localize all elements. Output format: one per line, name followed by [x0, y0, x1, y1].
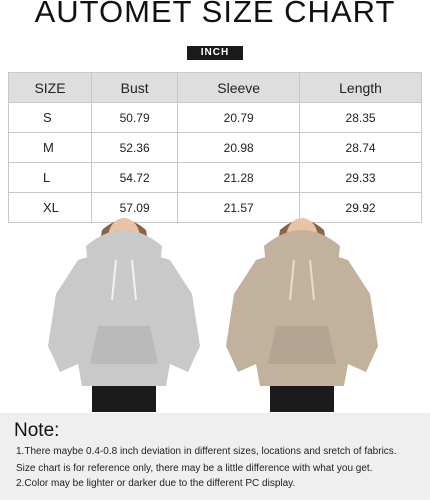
model-tan-hoodie-image	[226, 214, 378, 412]
note-title: Note:	[14, 420, 60, 441]
kangaroo-pocket	[268, 326, 336, 364]
table-header-row	[9, 73, 422, 103]
cell-bust: 54.72	[92, 163, 178, 193]
header-bust: Bust	[92, 73, 178, 103]
note-panel	[0, 413, 430, 500]
table-row	[9, 103, 422, 133]
header-size: SIZE	[9, 73, 92, 103]
leggings	[270, 386, 334, 412]
cell-size: S	[9, 103, 92, 133]
cell-length: 29.33	[300, 163, 422, 193]
leggings	[92, 386, 156, 412]
size-table	[8, 72, 422, 223]
cell-bust: 57.09	[92, 193, 178, 223]
cell-length: 28.74	[300, 133, 422, 163]
header-length: Length	[300, 73, 422, 103]
note-line-1: 1.There maybe 0.4-0.8 inch deviation in different sizes, locations and sretch of fabrics.	[16, 446, 397, 457]
cell-length: 29.92	[300, 193, 422, 223]
cell-bust: 50.79	[92, 103, 178, 133]
table-row	[9, 163, 422, 193]
cell-size: L	[9, 163, 92, 193]
cell-sleeve: 21.28	[178, 163, 300, 193]
cell-sleeve: 21.57	[178, 193, 300, 223]
cell-size: M	[9, 133, 92, 163]
chart-title: AUTOMET SIZE CHART	[34, 0, 396, 29]
hoodie-body	[226, 252, 378, 386]
unit-badge: INCH	[187, 46, 243, 60]
cell-size: XL	[9, 193, 92, 223]
cell-sleeve: 20.98	[178, 133, 300, 163]
note-line-2: Size chart is for reference only, there may be a little difference with what you get.	[16, 463, 373, 474]
note-line-3: 2.Color may be lighter or darker due to the different PC display.	[16, 478, 296, 489]
cell-bust: 52.36	[92, 133, 178, 163]
cell-length: 28.35	[300, 103, 422, 133]
table-row	[9, 133, 422, 163]
cell-sleeve: 20.79	[178, 103, 300, 133]
header-sleeve: Sleeve	[178, 73, 300, 103]
kangaroo-pocket	[90, 326, 158, 364]
hoodie-body	[48, 252, 200, 386]
model-grey-hoodie-image	[48, 214, 200, 412]
